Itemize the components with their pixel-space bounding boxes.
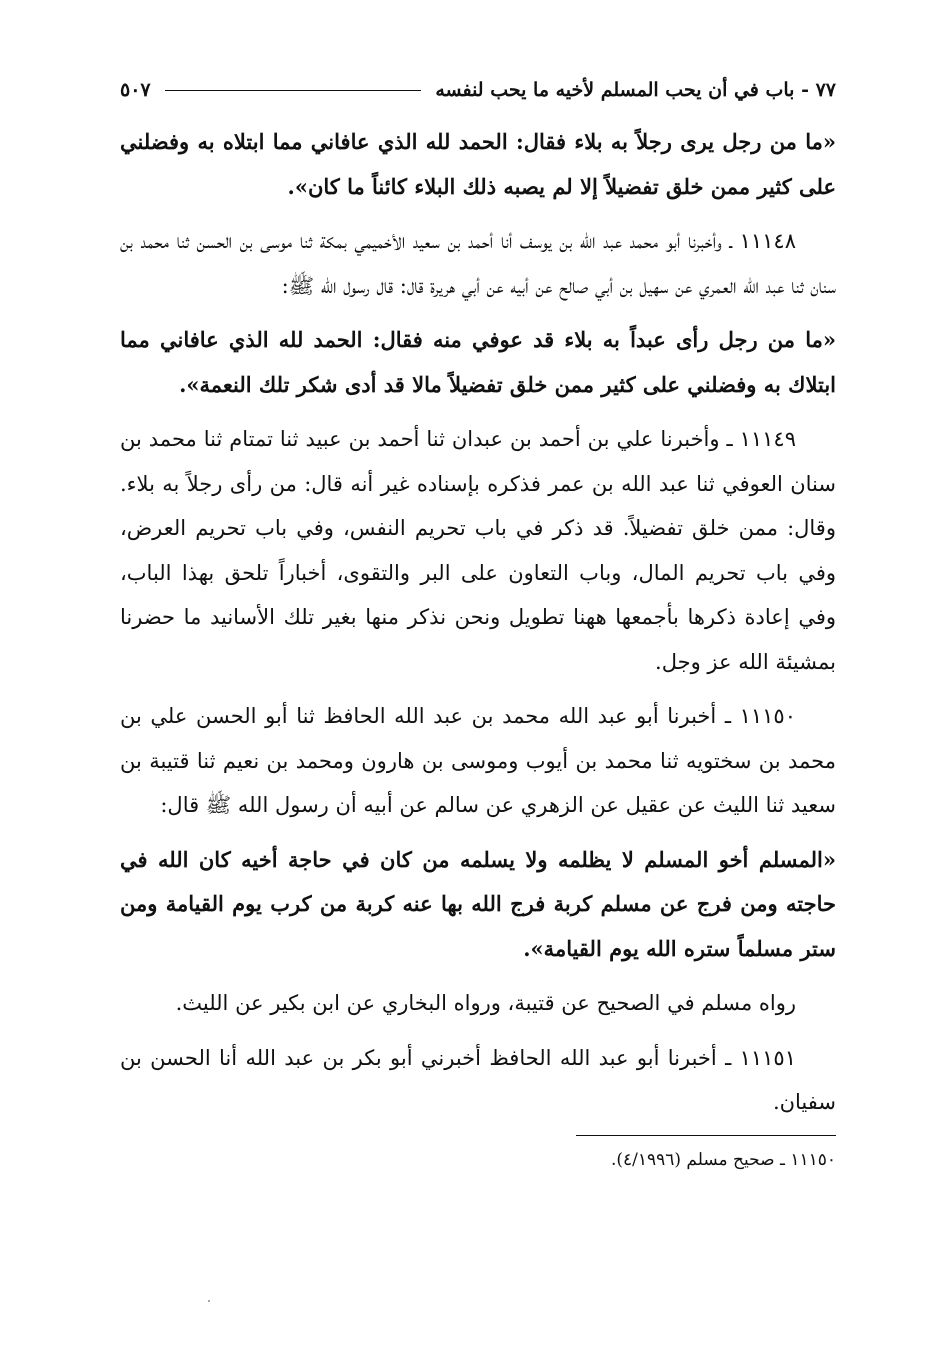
narration-chain: ١١١٥١ ـ أخبرنا أبو عبد الله الحافظ أخبرني أبو بكر بن عبد الله أنا الحسن بن سفيان. [120, 1045, 836, 1114]
book-page [120, 70, 836, 1174]
header-rule [165, 90, 422, 91]
scan-speck [208, 1300, 210, 1302]
footnote-separator [576, 1135, 836, 1136]
running-header [120, 70, 836, 110]
chapter-title: ٧٧ - باب في أن يحب المسلم لأخيه ما يحب لنفسه [435, 79, 836, 101]
footnote: ١١١٥٠ ـ صحيح مسلم (٤/١٩٩٦). [610, 1149, 836, 1170]
narration-chain: ١١١٤٨ ـ وأخبرنا أبو محمد عبد الله بن يوسف أنا أحمد بن سعيد الأخميمي بمكة ثنا موسى بن الحسن ثنا محمد بن سنان ثنا عبد الله العمري عن سهيل بن أبي صالح عن أبيه عن أبي هريرة قال: قال رسول الله ﷺ: [120, 229, 836, 298]
hadith-text: «المسلم أخو المسلم لا يظلمه ولا يسلمه من كان في حاجة أخيه كان الله في حاجته ومن فرج عن مسلم كربة فرج الله بها عنه كربة من كرب يوم القيامة ومن ستر مسلماً ستره الله يوم القيامة». [120, 846, 836, 961]
page-number: ٥٠٧ [120, 79, 151, 101]
narration-chain: ١١١٥٠ ـ أخبرنا أبو عبد الله محمد بن عبد الله الحافظ ثنا أبو الحسن علي بن محمد بن سختويه ثنا محمد بن أيوب وموسى بن هارون ومحمد بن نعيم ثنا قتيبة بن سعيد ثنا الليث عن عقيل عن الزهري عن سالم عن أبيه أن رسول الله ﷺ قال: [120, 704, 836, 817]
hadith-text: «ما من رجل رأى عبداً به بلاء قد عوفي منه فقال: الحمد لله الذي عافاني مما ابتلاك به وفضلني على كثير ممن خلق تفضيلاً مالا قد أدى شكر تلك النعمة». [120, 327, 836, 397]
attribution-note: رواه مسلم في الصحيح عن قتيبة، ورواه البخاري عن ابن بكير عن الليث. [175, 991, 796, 1015]
main-text [120, 120, 836, 1125]
narration-chain: ١١١٤٩ ـ وأخبرنا علي بن أحمد بن عبدان ثنا أحمد بن عبيد ثنا تمتام ثنا محمد بن سنان العوفي ثنا عبد الله بن عمر فذكره بإسناده غير أنه قال: من رأى رجلاً به بلاء. وقال: ممن خلق تفضيلاً. قد ذكر في باب تحريم النفس، وفي باب تحريم العرض، وفي باب تحريم المال، وباب التعاون على البر والتقوى، أخباراً تلحق بهذا الباب، وفي إعادة ذكرها بأجمعها ههنا تطويل ونحن نذكر منها بغير تلك الأسانيد ما حضرنا بمشيئة الله عز وجل. [120, 427, 836, 674]
hadith-text: «ما من رجل يرى رجلاً به بلاء فقال: الحمد لله الذي عافاني مما ابتلاه به وفضلني على كثير ممن خلق تفضيلاً إلا لم يصبه ذلك البلاء كائناً ما كان». [120, 129, 836, 199]
